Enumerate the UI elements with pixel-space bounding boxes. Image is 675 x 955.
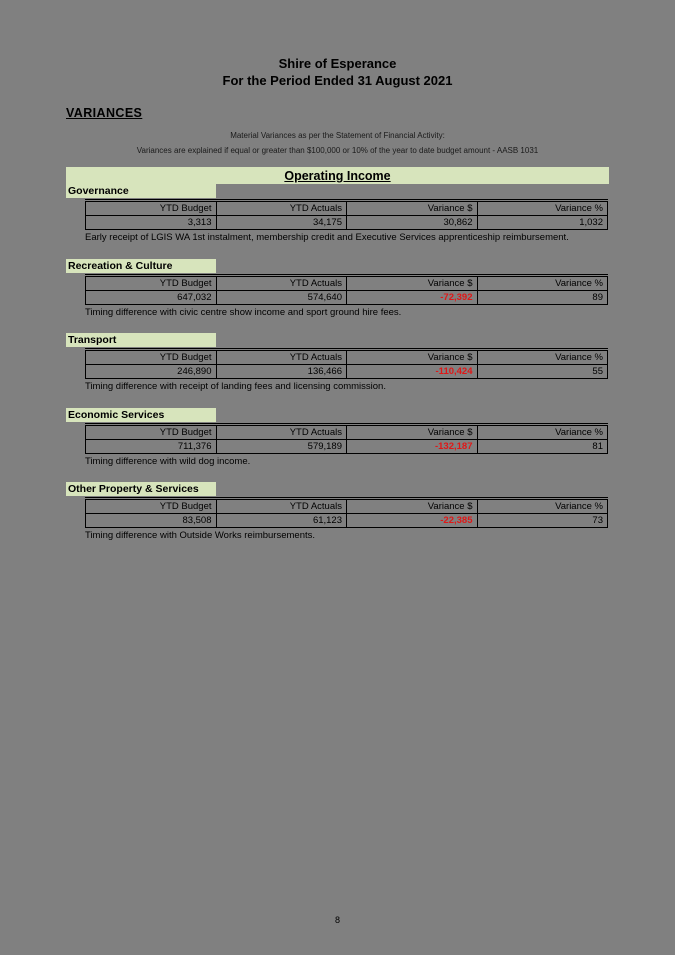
col-header-ytd-budget: YTD Budget	[86, 424, 217, 439]
col-header-variance-percent: Variance %	[477, 350, 608, 365]
operating-income-title: Operating Income	[284, 169, 391, 183]
col-header-ytd-actuals: YTD Actuals	[216, 350, 347, 365]
variance-dollars-value: 30,862	[347, 216, 478, 230]
variance-percent-value: 81	[477, 439, 608, 453]
col-header-variance-dollars: Variance $	[347, 499, 478, 514]
variance-table	[85, 348, 608, 379]
col-header-ytd-actuals: YTD Actuals	[216, 275, 347, 290]
report-body	[66, 89, 609, 543]
col-header-variance-dollars: Variance $	[347, 201, 478, 216]
variance-dollars-value: -22,385	[347, 514, 478, 528]
col-header-ytd-actuals: YTD Actuals	[216, 499, 347, 514]
section-title: Economic Services	[66, 408, 216, 422]
ytd-budget-value: 246,890	[86, 365, 217, 379]
ytd-budget-value: 3,313	[86, 216, 217, 230]
col-header-variance-dollars: Variance $	[347, 275, 478, 290]
variance-table	[85, 274, 608, 305]
ytd-budget-value: 83,508	[86, 514, 217, 528]
section-transport	[66, 333, 609, 394]
table-value-row	[86, 216, 608, 230]
variance-table	[85, 423, 608, 454]
variance-dollars-value: -72,392	[347, 290, 478, 304]
variance-threshold-note: Variances are explained if equal or greater than $100,000 or 10% of the year to date budget amount - AASB 1031	[136, 146, 539, 155]
section-governance	[66, 184, 609, 245]
ytd-budget-value: 647,032	[86, 290, 217, 304]
table-header-row	[86, 424, 608, 439]
variance-percent-value: 89	[477, 290, 608, 304]
ytd-actuals-value: 136,466	[216, 365, 347, 379]
variance-percent-value: 73	[477, 514, 608, 528]
col-header-ytd-budget: YTD Budget	[86, 499, 217, 514]
section-title: Recreation & Culture	[66, 259, 216, 273]
col-header-variance-percent: Variance %	[477, 201, 608, 216]
ytd-actuals-value: 34,175	[216, 216, 347, 230]
variance-dollars-value: -110,424	[347, 365, 478, 379]
variance-table	[85, 199, 608, 230]
report-title: Shire of Esperance	[278, 56, 397, 71]
ytd-actuals-value: 61,123	[216, 514, 347, 528]
variance-explanation: Timing difference with Outside Works reimbursements.	[85, 530, 316, 541]
col-header-ytd-budget: YTD Budget	[86, 350, 217, 365]
report-header	[0, 0, 675, 89]
col-header-variance-dollars: Variance $	[347, 424, 478, 439]
col-header-ytd-budget: YTD Budget	[86, 201, 217, 216]
operating-income-banner	[66, 167, 609, 184]
variance-explanation: Timing difference with receipt of landing fees and licensing commission.	[85, 381, 386, 392]
col-header-ytd-budget: YTD Budget	[86, 275, 217, 290]
variance-table	[85, 497, 608, 528]
section-title: Other Property & Services	[66, 482, 216, 496]
table-header-row	[86, 350, 608, 365]
variance-percent-value: 1,032	[477, 216, 608, 230]
section-recreation-culture	[66, 259, 609, 320]
variance-explanation: Early receipt of LGIS WA 1st instalment, membership credit and Executive Services apprenticeship reimbursement.	[85, 232, 569, 243]
col-header-ytd-actuals: YTD Actuals	[216, 424, 347, 439]
table-value-row	[86, 365, 608, 379]
table-header-row	[86, 275, 608, 290]
col-header-ytd-actuals: YTD Actuals	[216, 201, 347, 216]
table-header-row	[86, 201, 608, 216]
page-number: 8	[334, 915, 340, 925]
section-other-property-services	[66, 482, 609, 543]
section-title: Transport	[66, 333, 216, 347]
variance-explanation: Timing difference with wild dog income.	[85, 455, 251, 467]
col-header-variance-percent: Variance %	[477, 275, 608, 290]
table-value-row	[86, 514, 608, 528]
table-header-row	[86, 499, 608, 514]
table-value-row	[86, 439, 608, 453]
table-value-row	[86, 290, 608, 304]
col-header-variance-percent: Variance %	[477, 499, 608, 514]
col-header-variance-percent: Variance %	[477, 424, 608, 439]
col-header-variance-dollars: Variance $	[347, 350, 478, 365]
section-title: Governance	[66, 184, 216, 198]
variance-explanation: Timing difference with civic centre show income and sport ground hire fees.	[85, 306, 402, 318]
ytd-actuals-value: 574,640	[216, 290, 347, 304]
variance-percent-value: 55	[477, 365, 608, 379]
ytd-actuals-value: 579,189	[216, 439, 347, 453]
section-economic-services	[66, 408, 609, 469]
variances-heading: VARIANCES	[66, 106, 143, 120]
variance-dollars-value: -132,187	[347, 439, 478, 453]
report-period: For the Period Ended 31 August 2021	[222, 73, 453, 88]
material-variances-note: Material Variances as per the Statement of Financial Activity:	[230, 131, 445, 140]
ytd-budget-value: 711,376	[86, 439, 217, 453]
